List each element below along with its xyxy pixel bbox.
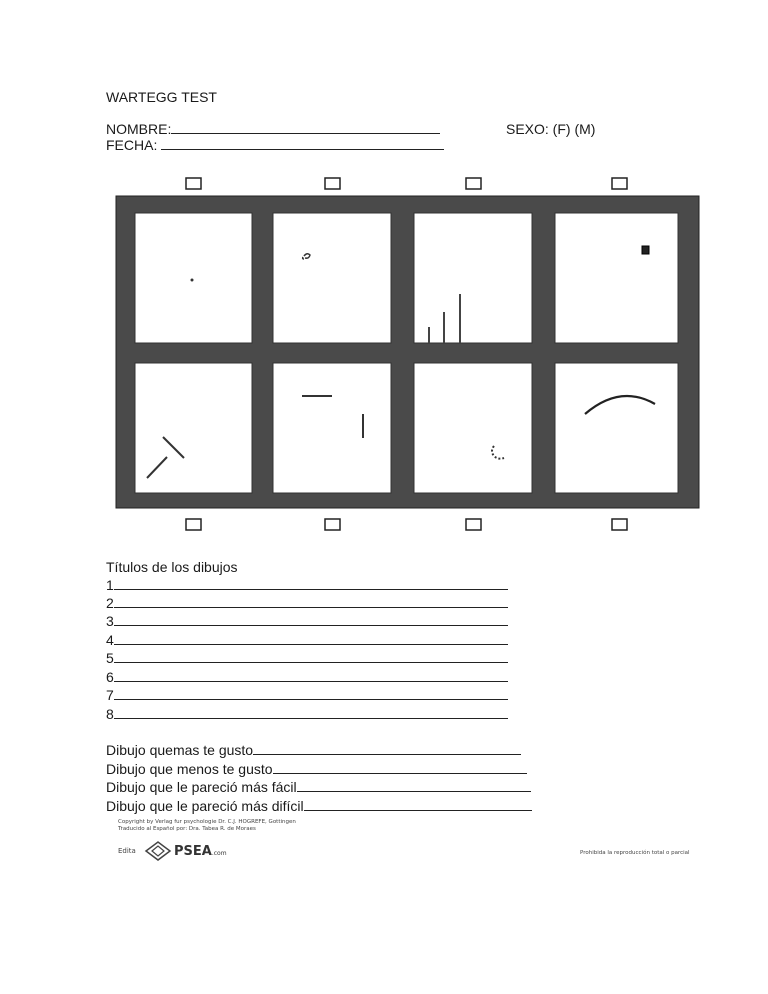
question-label: Dibujo quemas te gusto <box>106 742 254 758</box>
box-3[interactable] <box>414 213 532 343</box>
copyright-line: Copyright by Verlag fur psychologie Dr. C.J. HOGREFE, Gottingen <box>118 819 296 825</box>
question-row <box>106 761 527 778</box>
fecha-row <box>106 137 444 154</box>
titulo-row <box>106 687 508 704</box>
sexo-label: SEXO: (F) (M) <box>506 121 596 137</box>
titulo-row <box>106 595 508 612</box>
titulo-field[interactable] <box>114 687 508 700</box>
fecha-field[interactable] <box>161 137 444 150</box>
titulo-row <box>106 706 508 723</box>
question-label: Dibujo que menos te gusto <box>106 761 273 777</box>
wartegg-grid-drawing <box>107 168 711 540</box>
page-title: WARTEGG TEST <box>106 89 217 105</box>
titulo-field[interactable] <box>114 595 508 608</box>
question-row <box>106 742 521 759</box>
titulo-field[interactable] <box>114 706 508 719</box>
checkbox-top-4[interactable] <box>612 178 627 189</box>
titulo-row <box>106 613 508 630</box>
question-field[interactable] <box>253 742 521 755</box>
footer <box>106 814 702 874</box>
question-label: Dibujo que le pareció más difícil <box>106 798 304 814</box>
nombre-field[interactable] <box>171 121 440 134</box>
box-2[interactable] <box>273 213 391 343</box>
question-field[interactable] <box>304 798 532 811</box>
titulo-row <box>106 632 508 649</box>
titulo-field[interactable] <box>114 650 508 663</box>
brand-name: PSEA <box>174 844 212 859</box>
titulo-number: 1 <box>106 577 114 593</box>
titulo-number: 8 <box>106 706 114 722</box>
checkbox-top-2[interactable] <box>325 178 340 189</box>
question-field[interactable] <box>297 779 531 792</box>
box-8[interactable] <box>555 363 678 493</box>
checkbox-bottom-3[interactable] <box>466 519 481 530</box>
titulo-field[interactable] <box>114 613 508 626</box>
box-4[interactable] <box>555 213 678 343</box>
fecha-label: FECHA: <box>106 137 162 153</box>
checkbox-bottom-2[interactable] <box>325 519 340 530</box>
titulo-field[interactable] <box>114 577 508 590</box>
stimulus-square <box>642 246 649 254</box>
titulo-row <box>106 577 508 594</box>
titulo-number: 7 <box>106 687 114 703</box>
translation-line: Traducido al Español por: Dra. Tabea R. de Moraes <box>118 826 256 832</box>
nombre-row <box>106 121 440 138</box>
wartegg-grid <box>107 168 711 540</box>
brand-suffix: .com <box>211 850 227 857</box>
question-row <box>106 798 532 815</box>
titulo-number: 5 <box>106 650 114 666</box>
brand-logo <box>174 844 227 859</box>
psea-logo-icon <box>144 840 172 862</box>
checkbox-top-3[interactable] <box>466 178 481 189</box>
question-label: Dibujo que le pareció más fácil <box>106 779 297 795</box>
question-row <box>106 779 531 796</box>
nombre-label: NOMBRE: <box>106 121 172 137</box>
checkbox-top-1[interactable] <box>186 178 201 189</box>
rights-note: Prohibida la reproducción total o parcial <box>580 850 690 856</box>
box-7[interactable] <box>414 363 532 493</box>
box-6[interactable] <box>273 363 391 493</box>
stimulus-dot <box>191 279 194 282</box>
checkbox-bottom-1[interactable] <box>186 519 201 530</box>
titulo-row <box>106 650 508 667</box>
titulo-field[interactable] <box>114 632 508 645</box>
checkbox-bottom-4[interactable] <box>612 519 627 530</box>
titulo-number: 2 <box>106 595 114 611</box>
question-field[interactable] <box>273 761 527 774</box>
titulo-number: 4 <box>106 632 114 648</box>
titulo-row <box>106 669 508 686</box>
titulo-field[interactable] <box>114 669 508 682</box>
edita-label: Edita <box>118 847 136 855</box>
box-1[interactable] <box>135 213 252 343</box>
titulo-number: 6 <box>106 669 114 685</box>
titulos-heading: Títulos de los dibujos <box>106 559 238 575</box>
titulo-number: 3 <box>106 613 114 629</box>
